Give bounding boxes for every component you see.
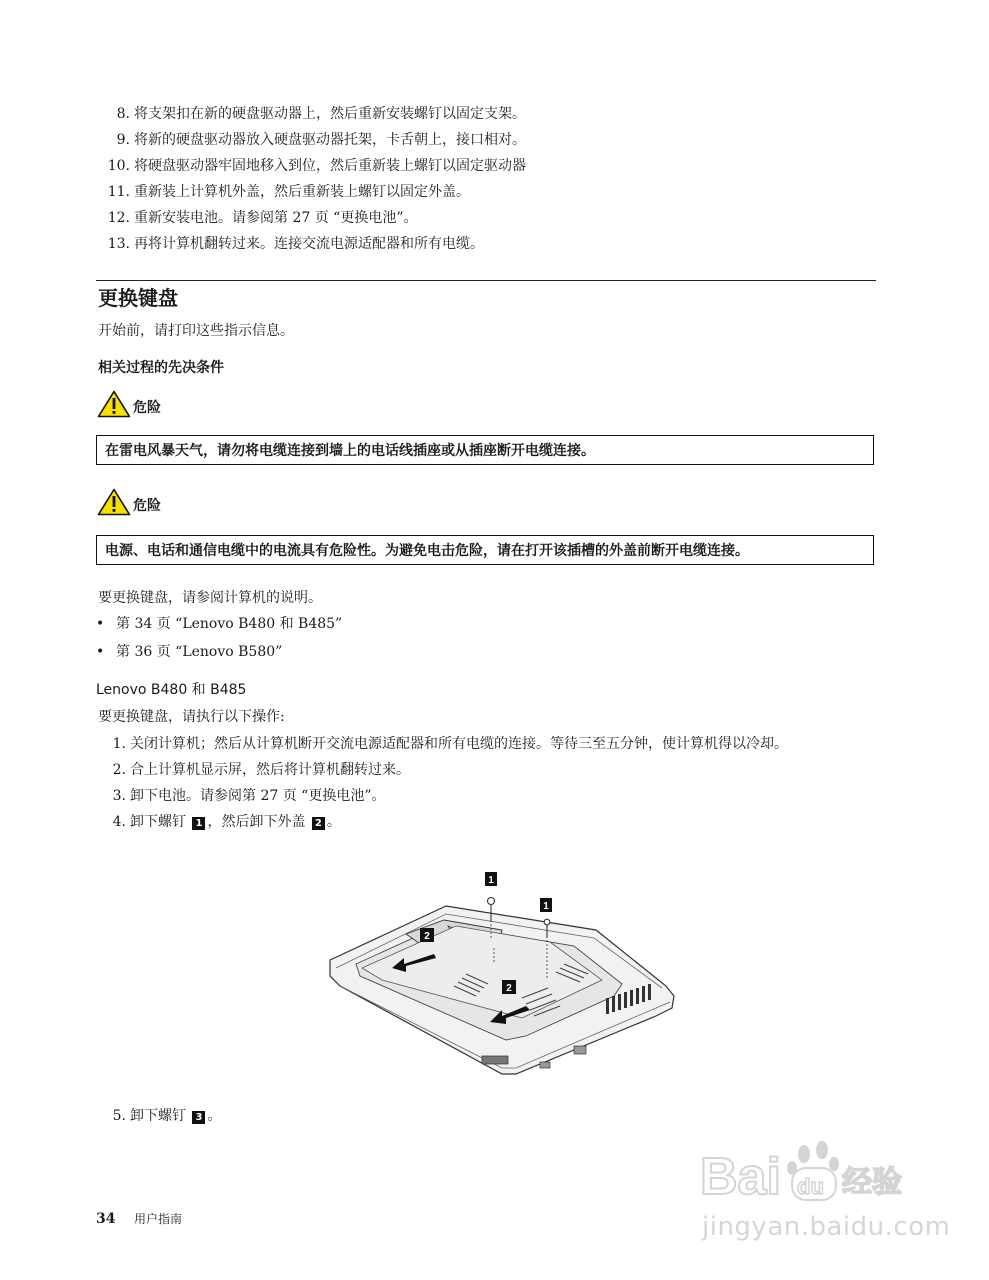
- procedure-list: [100, 734, 882, 838]
- page-footer: [96, 1210, 182, 1227]
- section-title: 更换键盘: [98, 286, 178, 310]
- callout-label: 2: [506, 983, 512, 994]
- danger-label: 危险: [133, 498, 161, 514]
- list-item: 13. 再将计算机翻转过来。连接交流电源适配器和所有电缆。: [107, 236, 484, 252]
- callout-label: 2: [424, 931, 430, 942]
- procedure-step-5: 5. 卸下螺钉 3 。: [112, 1108, 222, 1124]
- danger-label: 危险: [133, 400, 161, 416]
- procedure-intro: 要更换键盘，请执行以下操作:: [98, 709, 285, 725]
- callout-label: 1: [543, 901, 549, 912]
- list-item: 9. 将新的硬盘驱动器放入硬盘驱动器托架，卡舌朝上，接口相对。: [116, 132, 526, 148]
- list-item: 11. 重新装上计算机外盖，然后重新装上螺钉以固定外盖。: [107, 184, 470, 200]
- list-item: 2. 合上计算机显示屏，然后将计算机翻转过来。: [112, 762, 410, 778]
- list-item: 8. 将支架扣在新的硬盘驱动器上，然后重新安装螺钉以固定支架。: [116, 106, 526, 122]
- list-item: 3. 卸下电池。请参阅第 27 页 “更换电池”。: [112, 788, 386, 804]
- callout-label: 1: [488, 875, 494, 886]
- guide-title: 用户指南: [133, 1212, 182, 1226]
- danger-notice-1: [97, 390, 161, 418]
- refer-text: 要更换键盘，请参阅计算机的说明。: [98, 590, 322, 606]
- bullet-icon: •: [96, 644, 105, 660]
- watermark-brand2: du: [797, 1174, 824, 1199]
- section-divider: [96, 280, 876, 281]
- callout-badge: 1: [192, 817, 205, 830]
- bullet-icon: •: [96, 616, 105, 632]
- callout-badge: 3: [192, 1111, 205, 1124]
- list-item: • 第 34 页 “Lenovo B480 和 B485”: [96, 614, 342, 642]
- laptop-bottom-illustration: [326, 868, 676, 1078]
- watermark-url: jingyan.baidu.com: [702, 1212, 951, 1242]
- section-intro: 开始前，请打印这些指示信息。: [98, 323, 294, 339]
- list-item: • 第 36 页 “Lenovo B580”: [96, 642, 342, 670]
- list-item: 4. 卸下螺钉 1 ，然后卸下外盖 2 。: [112, 814, 341, 830]
- prereq-heading: 相关过程的先决条件: [98, 360, 224, 376]
- danger-box-1: 在雷电风暴天气，请勿将电缆连接到墙上的电话线插座或从插座断开电缆连接。: [96, 435, 874, 465]
- reference-list: [96, 614, 342, 670]
- steps-top-list: [100, 104, 880, 260]
- page-number: 34: [96, 1211, 116, 1227]
- watermark-brand: Bai: [700, 1148, 781, 1206]
- list-item: 1. 关闭计算机；然后从计算机断开交流电源适配器和所有电缆的连接。等待三至五分钟，使计算机得以冷却。: [112, 736, 788, 752]
- warning-triangle-icon: [97, 488, 131, 516]
- paw-icon: [787, 1141, 839, 1175]
- warning-triangle-icon: [97, 390, 131, 418]
- danger-notice-2: [97, 488, 161, 516]
- model-heading: Lenovo B480 和 B485: [96, 682, 247, 698]
- danger-box-2: 电源、电话和通信电缆中的电流具有危险性。为避免电击危险，请在打开该插槽的外盖前断开电缆连接。: [96, 535, 874, 565]
- list-item: 10. 将硬盘驱动器牢固地移入到位，然后重新装上螺钉以固定驱动器: [107, 158, 526, 174]
- watermark-brand-cn: 经验: [842, 1165, 902, 1200]
- list-item: 12. 重新安装电池。请参阅第 27 页 “更换电池”。: [107, 210, 418, 226]
- callout-badge: 2: [312, 817, 325, 830]
